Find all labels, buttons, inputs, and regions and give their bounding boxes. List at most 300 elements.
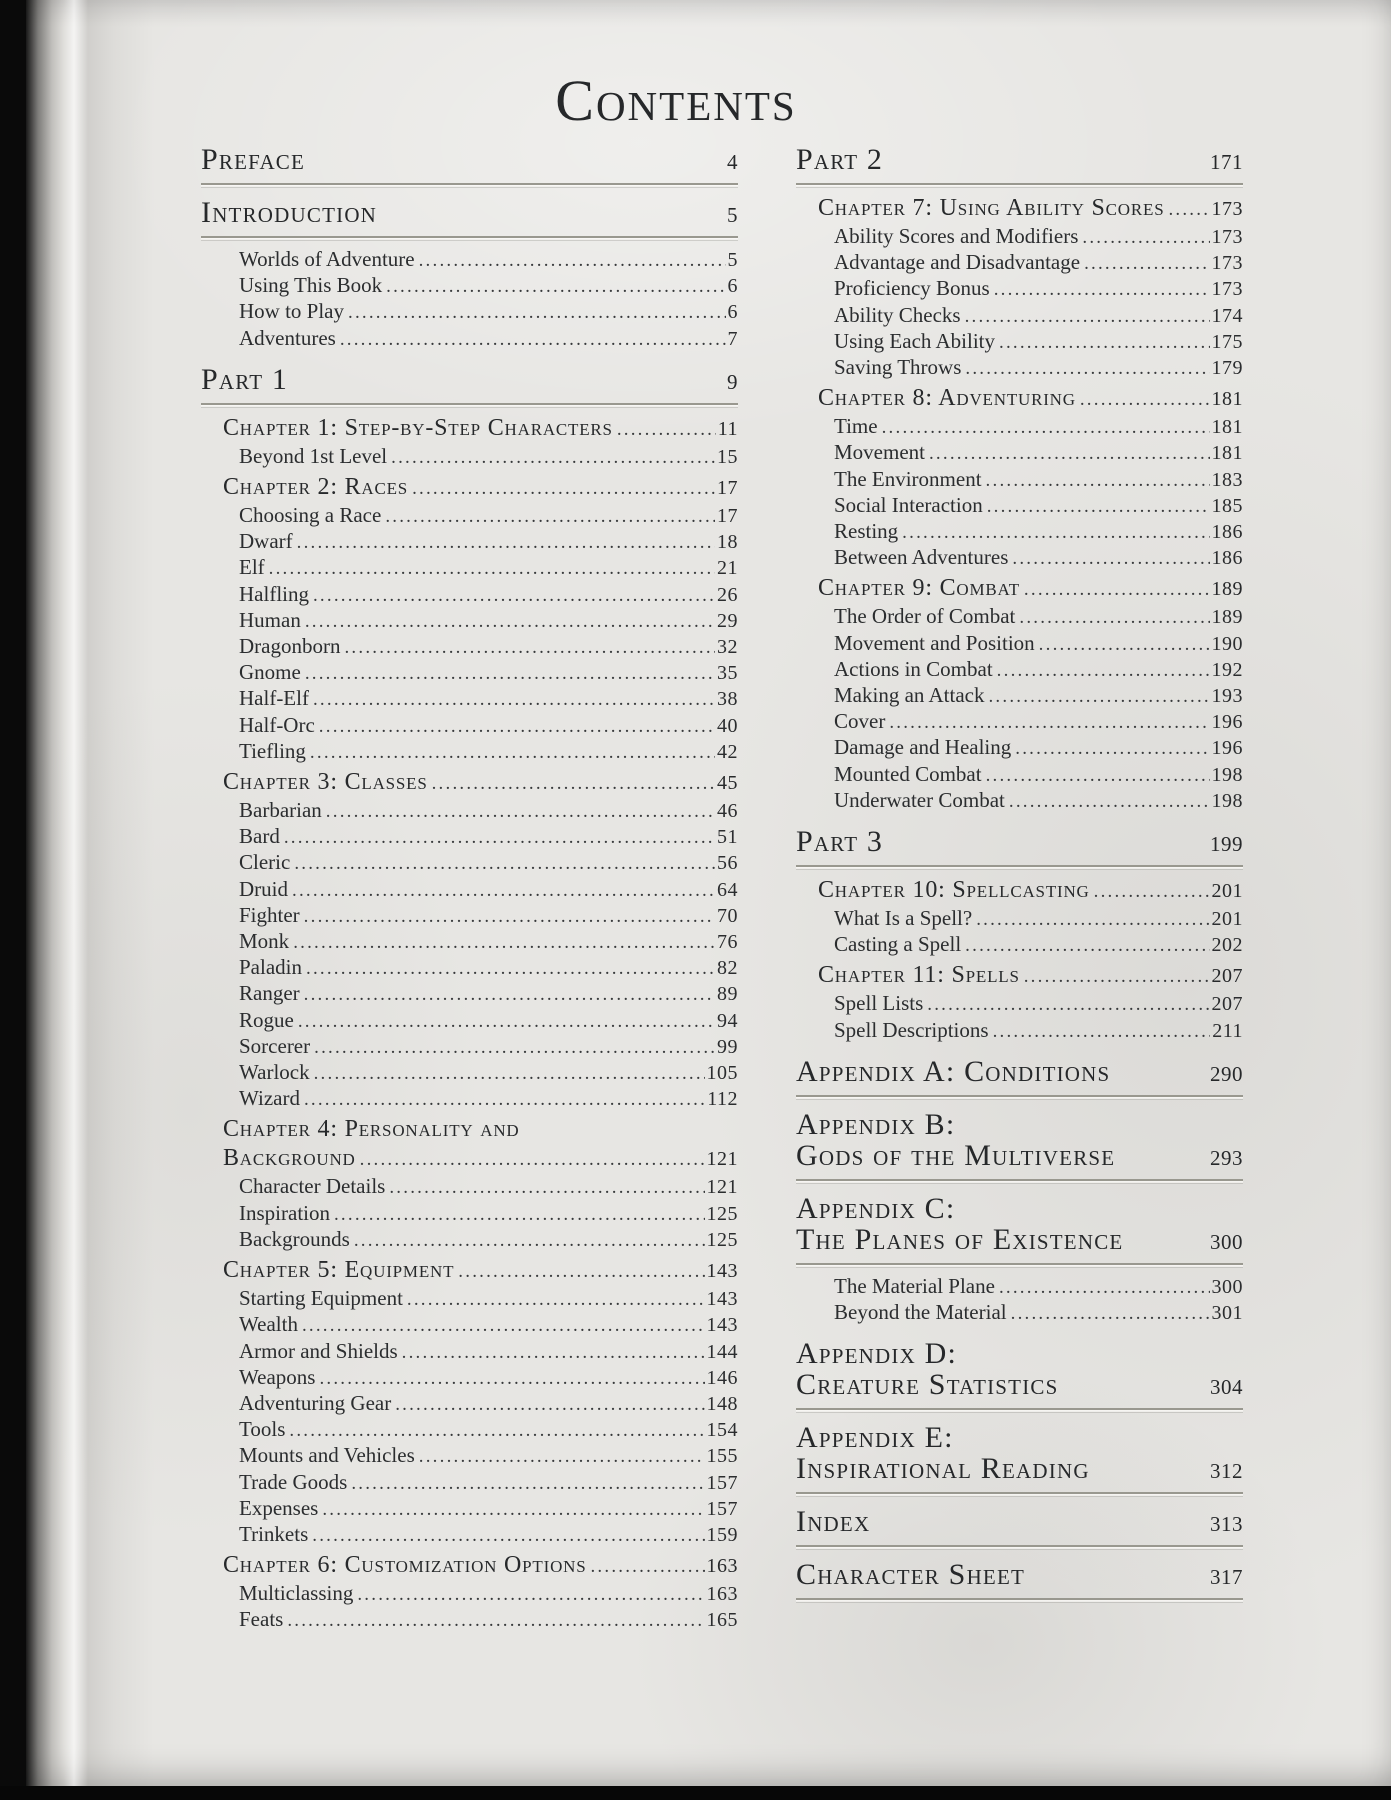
toc-label: The Environment bbox=[834, 466, 982, 491]
page-number: 173 bbox=[1211, 252, 1243, 275]
toc-entry bbox=[201, 299, 738, 325]
dot-leader bbox=[283, 1607, 704, 1633]
toc-label: Underwater Combat bbox=[834, 787, 1005, 812]
page-number: 21 bbox=[717, 557, 738, 580]
toc-major-heading bbox=[796, 1056, 1243, 1097]
page-number: 186 bbox=[1211, 547, 1243, 570]
page-number: 38 bbox=[717, 688, 738, 711]
page-number: 46 bbox=[717, 800, 738, 823]
toc-chapter-line1: Chapter 4: Personality and bbox=[223, 1116, 520, 1143]
toc-label: Character Details bbox=[239, 1174, 386, 1199]
toc-label: Part 1 bbox=[201, 362, 289, 396]
toc-label: Casting a Spell bbox=[834, 932, 962, 957]
page-number: 189 bbox=[1211, 606, 1243, 629]
page-number: 186 bbox=[1211, 521, 1243, 544]
page-number: 143 bbox=[706, 1260, 738, 1283]
toc-entry bbox=[201, 1581, 738, 1607]
toc-label: Rogue bbox=[239, 1007, 294, 1032]
page-number: 82 bbox=[717, 957, 738, 980]
dot-leader bbox=[300, 981, 715, 1007]
toc-entry bbox=[796, 303, 1243, 329]
page-number: 198 bbox=[1211, 789, 1243, 812]
page-number: 42 bbox=[717, 740, 738, 763]
toc-entry bbox=[201, 929, 738, 955]
toc-label: Cover bbox=[834, 709, 886, 734]
toc-label: Chapter 2: Races bbox=[223, 474, 409, 501]
dot-leader bbox=[300, 1086, 705, 1112]
toc-entry bbox=[201, 850, 738, 876]
page-number: 171 bbox=[1210, 150, 1243, 174]
toc-entry bbox=[201, 877, 738, 903]
toc-entry bbox=[201, 798, 738, 824]
toc-entry bbox=[796, 683, 1243, 709]
dot-leader bbox=[385, 1174, 704, 1200]
page-number: 202 bbox=[1211, 934, 1243, 957]
toc-entry bbox=[796, 762, 1243, 788]
section-rule bbox=[796, 1545, 1243, 1547]
page-number: 175 bbox=[1211, 330, 1243, 353]
page-number: 15 bbox=[717, 445, 738, 468]
page-number: 143 bbox=[706, 1288, 738, 1311]
page-number: 189 bbox=[1211, 578, 1243, 601]
dot-leader bbox=[995, 329, 1210, 355]
page-number: 64 bbox=[717, 878, 738, 901]
toc-major-heading bbox=[201, 197, 738, 238]
toc-chapter-line bbox=[818, 574, 1243, 604]
toc-chapter-line bbox=[818, 194, 1243, 224]
dot-leader bbox=[301, 660, 715, 686]
page-number: 4 bbox=[727, 150, 738, 174]
dot-leader bbox=[1090, 876, 1210, 906]
toc-label: How to Play bbox=[239, 299, 344, 324]
toc-major-line bbox=[201, 144, 738, 178]
toc-entry bbox=[201, 503, 738, 529]
toc-label: Chapter 9: Combat bbox=[818, 575, 1020, 602]
dot-leader bbox=[878, 414, 1210, 440]
toc-label: Paladin bbox=[239, 955, 302, 980]
toc-label: The Planes of Existence bbox=[796, 1222, 1124, 1256]
toc-entry bbox=[201, 1522, 738, 1548]
toc-label: Mounts and Vehicles bbox=[239, 1443, 415, 1468]
dot-leader bbox=[318, 1496, 704, 1522]
dot-leader bbox=[288, 877, 715, 903]
dot-leader bbox=[586, 1551, 704, 1581]
dot-leader bbox=[1005, 788, 1210, 814]
page-number: 154 bbox=[706, 1419, 738, 1442]
dot-leader bbox=[1076, 384, 1210, 414]
dot-leader bbox=[309, 582, 715, 608]
toc-label: Feats bbox=[239, 1607, 284, 1632]
toc-entry bbox=[796, 735, 1243, 761]
toc-label: Tiefling bbox=[239, 738, 306, 763]
toc-label: Character Sheet bbox=[796, 1558, 1026, 1592]
toc-label: Trade Goods bbox=[239, 1469, 348, 1494]
page-number: 157 bbox=[706, 1471, 738, 1494]
toc-entry bbox=[201, 1008, 738, 1034]
section-rule bbox=[201, 183, 738, 185]
toc-label: Movement and Position bbox=[834, 630, 1035, 655]
toc-label: Chapter 10: Spellcasting bbox=[818, 877, 1090, 904]
toc-major-heading bbox=[796, 1338, 1243, 1410]
dot-leader bbox=[387, 444, 715, 470]
page-number: 11 bbox=[717, 417, 738, 440]
toc-chapter-heading bbox=[796, 574, 1243, 604]
toc-entry bbox=[201, 1365, 738, 1391]
toc-entry bbox=[796, 329, 1243, 355]
toc-label: Half-Orc bbox=[239, 712, 315, 737]
toc-major-line2 bbox=[796, 1224, 1243, 1258]
toc-label: Spell Lists bbox=[834, 991, 924, 1016]
dot-leader bbox=[294, 1008, 715, 1034]
dot-leader bbox=[984, 683, 1209, 709]
page-number: 56 bbox=[717, 852, 738, 875]
toc-entry bbox=[796, 788, 1243, 814]
toc-major-line bbox=[796, 1506, 1243, 1540]
toc-chapter-heading bbox=[201, 1256, 738, 1286]
dot-leader bbox=[340, 634, 715, 660]
toc-chapter-heading bbox=[201, 414, 738, 444]
page-number: 196 bbox=[1211, 711, 1243, 734]
toc-major-line bbox=[796, 826, 1243, 860]
page-number: 94 bbox=[717, 1009, 738, 1032]
toc-label: What Is a Spell? bbox=[834, 906, 973, 931]
toc-label: Expenses bbox=[239, 1495, 319, 1520]
toc-major-heading bbox=[796, 1559, 1243, 1600]
page-number: 181 bbox=[1211, 442, 1243, 465]
toc-entry bbox=[201, 955, 738, 981]
toc-entry bbox=[201, 1417, 738, 1443]
page-number: 32 bbox=[717, 636, 738, 659]
toc-label: Part 3 bbox=[796, 825, 884, 859]
dot-leader bbox=[309, 686, 715, 712]
toc-label: Chapter 11: Spells bbox=[818, 962, 1020, 989]
toc-label: Mounted Combat bbox=[834, 761, 982, 786]
page-number: 125 bbox=[706, 1228, 738, 1251]
page-number: 146 bbox=[706, 1366, 738, 1389]
toc-label: Between Adventures bbox=[834, 545, 1009, 570]
toc-chapter-heading bbox=[201, 473, 738, 503]
page-number: 300 bbox=[1210, 1229, 1243, 1254]
toc-entry bbox=[201, 1086, 738, 1112]
toc-major-line1: Appendix B: bbox=[796, 1107, 956, 1141]
page-number: 159 bbox=[706, 1523, 738, 1546]
toc-column-right bbox=[796, 144, 1243, 1609]
toc-label: Elf bbox=[239, 555, 265, 580]
toc-label: Spell Descriptions bbox=[834, 1017, 989, 1042]
page-number: 17 bbox=[717, 477, 738, 500]
toc-label: Human bbox=[239, 607, 301, 632]
page-number: 312 bbox=[1210, 1459, 1243, 1484]
toc-chapter-line bbox=[223, 473, 738, 503]
toc-entry bbox=[201, 1060, 738, 1086]
toc-label: Armor and Shields bbox=[239, 1338, 398, 1363]
toc-major-heading bbox=[796, 1506, 1243, 1547]
toc-entry bbox=[796, 250, 1243, 276]
toc-label: Chapter 8: Adventuring bbox=[818, 385, 1076, 412]
toc-column-left bbox=[201, 144, 738, 1634]
toc-label: Using This Book bbox=[239, 273, 383, 298]
toc-label: Movement bbox=[834, 440, 925, 465]
dot-leader bbox=[308, 1522, 704, 1548]
toc-label: Halfling bbox=[239, 581, 309, 606]
toc-entry bbox=[201, 1391, 738, 1417]
dot-leader bbox=[1008, 545, 1209, 571]
dot-leader bbox=[982, 467, 1210, 493]
toc-major-heading bbox=[796, 1109, 1243, 1181]
toc-chapter-line2 bbox=[223, 1144, 738, 1174]
toc-label: Beyond 1st Level bbox=[239, 443, 388, 468]
page-number: 70 bbox=[717, 904, 738, 927]
toc-entry bbox=[796, 631, 1243, 657]
page-number: 193 bbox=[1211, 685, 1243, 708]
book-gutter-shadow bbox=[26, 0, 156, 1786]
toc-major-line2 bbox=[796, 1140, 1243, 1174]
dot-leader bbox=[1164, 194, 1209, 224]
dot-leader bbox=[391, 1391, 704, 1417]
toc-label: Resting bbox=[834, 519, 899, 544]
toc-major-line bbox=[201, 197, 738, 231]
toc-label: Inspirational Reading bbox=[796, 1452, 1090, 1486]
toc-label: Part 2 bbox=[796, 143, 884, 176]
dot-leader bbox=[1020, 961, 1210, 991]
dot-leader bbox=[415, 1443, 705, 1469]
page-number: 29 bbox=[717, 609, 738, 632]
page-number: 190 bbox=[1211, 632, 1243, 655]
toc-label: The Order of Combat bbox=[834, 604, 1016, 629]
toc-label: Multiclassing bbox=[239, 1581, 354, 1606]
toc-label: Chapter 3: Classes bbox=[223, 769, 428, 796]
toc-label: Dwarf bbox=[239, 529, 293, 554]
dot-leader bbox=[961, 932, 1209, 958]
dot-leader bbox=[972, 906, 1209, 932]
toc-label: Worlds of Adventure bbox=[239, 247, 415, 271]
dot-leader bbox=[290, 850, 715, 876]
page-number: 157 bbox=[706, 1497, 738, 1520]
dot-leader bbox=[990, 276, 1210, 302]
toc-entry bbox=[796, 1018, 1243, 1044]
dot-leader bbox=[1020, 574, 1210, 604]
dot-leader bbox=[301, 608, 715, 634]
toc-label: Starting Equipment bbox=[239, 1286, 403, 1311]
toc-label: Gods of the Multiverse bbox=[796, 1138, 1116, 1172]
toc-label: Sorcerer bbox=[239, 1033, 311, 1058]
page-number: 192 bbox=[1211, 658, 1243, 681]
toc-entry bbox=[201, 1470, 738, 1496]
dot-leader bbox=[885, 709, 1209, 735]
toc-entry bbox=[796, 519, 1243, 545]
toc-entry bbox=[201, 247, 738, 273]
toc-entry bbox=[201, 660, 738, 686]
dot-leader bbox=[982, 762, 1210, 788]
toc-label: Ranger bbox=[239, 981, 300, 1006]
dot-leader bbox=[350, 1227, 705, 1253]
toc-label: Advantage and Disadvantage bbox=[834, 250, 1081, 275]
toc-label: Time bbox=[834, 414, 878, 439]
dot-leader bbox=[415, 247, 726, 273]
toc-chapter-line bbox=[818, 876, 1243, 906]
toc-entry bbox=[796, 414, 1243, 440]
toc-chapter-heading bbox=[201, 1115, 738, 1174]
toc-major-heading bbox=[201, 364, 738, 405]
dot-leader bbox=[995, 1274, 1210, 1300]
toc-entry bbox=[796, 709, 1243, 735]
page-number: 35 bbox=[717, 662, 738, 685]
dot-leader bbox=[347, 1470, 704, 1496]
page-number: 304 bbox=[1210, 1375, 1243, 1400]
dot-leader bbox=[428, 768, 715, 798]
page-number: 40 bbox=[717, 714, 738, 737]
toc-label: The Material Plane bbox=[834, 1273, 995, 1298]
page-number: 143 bbox=[706, 1314, 738, 1337]
toc-chapter-line bbox=[223, 1256, 738, 1286]
toc-label: Social Interaction bbox=[834, 492, 983, 517]
dot-leader bbox=[1080, 250, 1209, 276]
dot-leader bbox=[398, 1339, 705, 1365]
dot-leader bbox=[300, 903, 715, 929]
toc-chapter-heading bbox=[796, 384, 1243, 414]
dot-leader bbox=[315, 713, 715, 739]
section-rule bbox=[796, 1492, 1243, 1494]
toc-label: Creature Statistics bbox=[796, 1368, 1059, 1402]
section-rule bbox=[796, 1598, 1243, 1600]
page-number: 300 bbox=[1211, 1275, 1243, 1298]
section-rule bbox=[201, 403, 738, 405]
toc-entry bbox=[796, 932, 1243, 958]
toc-entry bbox=[201, 1443, 738, 1469]
toc-entry bbox=[201, 529, 738, 555]
toc-label: Background bbox=[223, 1145, 356, 1172]
dot-leader bbox=[310, 1060, 705, 1086]
toc-label: Chapter 5: Equipment bbox=[223, 1257, 455, 1284]
toc-label: Half-Elf bbox=[239, 686, 309, 711]
toc-label: Chapter 7: Using Ability Scores bbox=[818, 195, 1165, 221]
toc-label: Ability Checks bbox=[834, 302, 961, 327]
page-number: 181 bbox=[1211, 388, 1243, 411]
dot-leader bbox=[454, 1256, 704, 1286]
toc-entry bbox=[201, 1286, 738, 1312]
toc-chapter-line bbox=[818, 384, 1243, 414]
page-number: 211 bbox=[1212, 1019, 1243, 1042]
toc-label: Chapter 6: Customization Options bbox=[223, 1552, 587, 1579]
toc-label: Damage and Healing bbox=[834, 735, 1012, 760]
toc-entry bbox=[201, 1339, 738, 1365]
page-number: 155 bbox=[706, 1445, 738, 1468]
dot-leader bbox=[1015, 604, 1209, 630]
page-number: 183 bbox=[1211, 468, 1243, 491]
dot-leader bbox=[330, 1201, 705, 1227]
page-number: 196 bbox=[1211, 737, 1243, 760]
toc-chapter-heading bbox=[201, 768, 738, 798]
page-number: 45 bbox=[717, 772, 738, 795]
dot-leader bbox=[993, 657, 1210, 683]
page-number: 173 bbox=[1211, 278, 1243, 301]
page-number: 5 bbox=[727, 249, 738, 271]
section-rule bbox=[796, 1179, 1243, 1181]
toc-entry bbox=[796, 224, 1243, 250]
toc-entry bbox=[201, 1496, 738, 1522]
page-number: 163 bbox=[706, 1583, 738, 1606]
toc-major-line1: Appendix D: bbox=[796, 1337, 958, 1371]
toc-entry bbox=[796, 467, 1243, 493]
dot-leader bbox=[353, 1581, 704, 1607]
page-number: 112 bbox=[707, 1088, 738, 1111]
dot-leader bbox=[923, 991, 1209, 1017]
dot-leader bbox=[315, 1365, 704, 1391]
toc-entry bbox=[201, 1312, 738, 1338]
toc-entry bbox=[201, 273, 738, 299]
toc-entry bbox=[201, 326, 738, 352]
dot-leader bbox=[302, 955, 715, 981]
toc-entry bbox=[796, 991, 1243, 1017]
toc-label: Bard bbox=[239, 824, 280, 849]
page-number: 5 bbox=[727, 203, 738, 227]
toc-label: Warlock bbox=[239, 1060, 310, 1085]
toc-label: Cleric bbox=[239, 850, 291, 875]
page-number: 301 bbox=[1211, 1302, 1243, 1325]
toc-entry bbox=[796, 1300, 1243, 1326]
page-number: 6 bbox=[727, 275, 738, 298]
toc-major-line1: Appendix E: bbox=[796, 1421, 954, 1455]
toc-entry bbox=[796, 545, 1243, 571]
dot-leader bbox=[293, 529, 715, 555]
toc-chapter-heading bbox=[796, 961, 1243, 991]
page-number: 173 bbox=[1211, 198, 1243, 220]
paper-page bbox=[26, 0, 1391, 1786]
toc-label: Monk bbox=[239, 929, 290, 954]
page-number: 144 bbox=[706, 1340, 738, 1363]
toc-major-line2 bbox=[796, 1369, 1243, 1403]
toc-label: Inspiration bbox=[239, 1200, 330, 1225]
toc-major-line bbox=[796, 1056, 1243, 1090]
dot-leader bbox=[306, 739, 715, 765]
toc-chapter-line bbox=[223, 768, 738, 798]
page-number: 51 bbox=[717, 826, 738, 849]
dot-leader bbox=[1035, 631, 1210, 657]
page-number: 148 bbox=[706, 1392, 738, 1415]
dot-leader bbox=[381, 503, 715, 529]
page-number: 121 bbox=[706, 1148, 738, 1171]
page-number: 185 bbox=[1211, 494, 1243, 517]
dot-leader bbox=[285, 1417, 704, 1443]
section-rule bbox=[796, 1408, 1243, 1410]
toc-label: Saving Throws bbox=[834, 355, 962, 380]
toc-chapter-heading bbox=[201, 1551, 738, 1581]
dot-leader bbox=[280, 824, 715, 850]
toc-chapter-heading bbox=[796, 876, 1243, 906]
toc-major-line1: Appendix C: bbox=[796, 1191, 956, 1225]
dot-leader bbox=[1078, 224, 1209, 250]
toc-major-heading bbox=[796, 144, 1243, 185]
page-number: 181 bbox=[1211, 416, 1243, 439]
section-rule bbox=[201, 236, 738, 238]
toc-label: Ability Scores and Modifiers bbox=[834, 224, 1079, 248]
page-number: 173 bbox=[1211, 226, 1243, 248]
toc-entry bbox=[201, 903, 738, 929]
dot-leader bbox=[898, 519, 1209, 545]
page-number: 121 bbox=[706, 1176, 738, 1199]
section-rule bbox=[796, 1095, 1243, 1097]
toc-entry bbox=[201, 444, 738, 470]
page-number: 9 bbox=[727, 369, 738, 394]
toc-label: Weapons bbox=[239, 1364, 316, 1389]
section-rule bbox=[796, 865, 1243, 867]
page-number: 105 bbox=[706, 1062, 738, 1085]
page-number: 201 bbox=[1211, 880, 1243, 903]
dot-leader bbox=[961, 303, 1210, 329]
toc-entry bbox=[201, 1174, 738, 1200]
dot-leader bbox=[983, 493, 1210, 519]
page-number: 198 bbox=[1211, 763, 1243, 786]
